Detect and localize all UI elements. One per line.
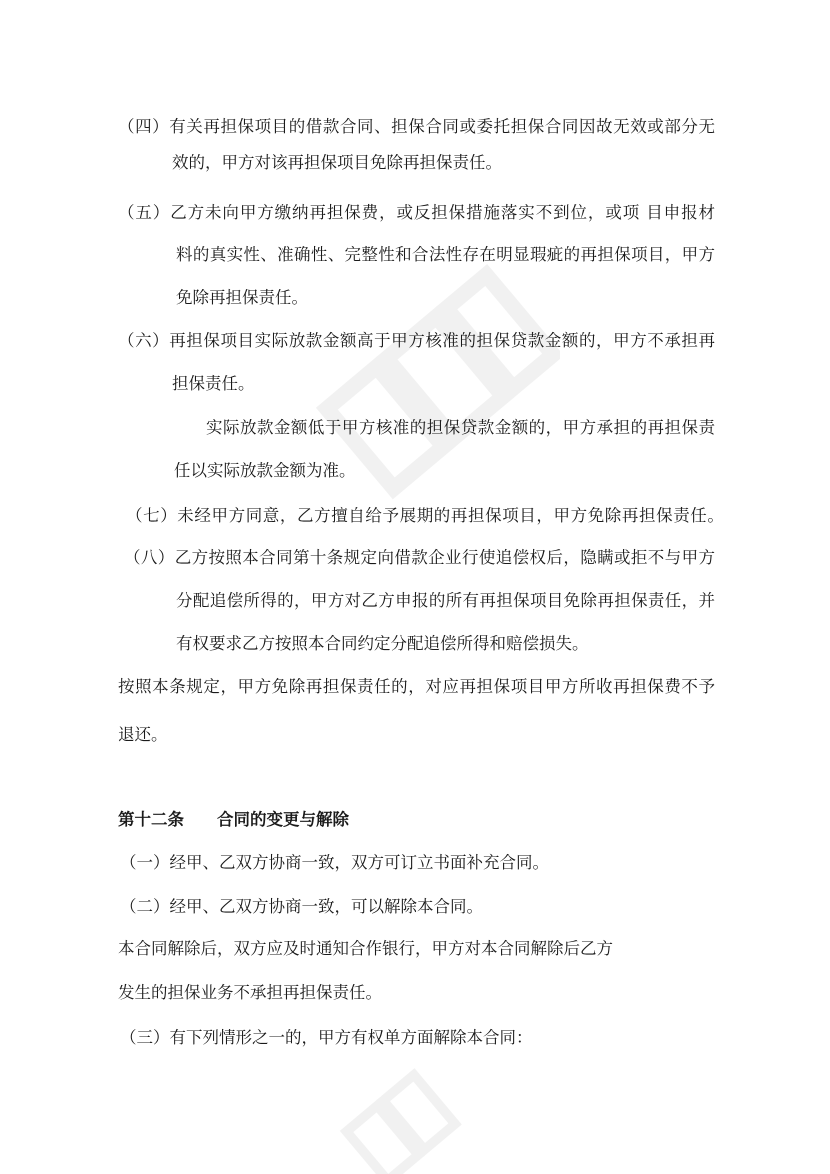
- article-12-heading: 第十二条 合同的变更与解除: [118, 810, 349, 829]
- clause-6-line: （六）再担保项目实际放款金额高于甲方核准的担保贷款金额的，甲方不承担再: [118, 331, 715, 350]
- clause-5-line: 料的真实性、准确性、完整性和合法性存在明显瑕疵的再担保项目，甲方: [176, 245, 715, 264]
- summary-line: 退还。: [118, 725, 168, 744]
- article-12-note-line: 本合同解除后，双方应及时通知合作银行，甲方对本合同解除后乙方: [118, 939, 613, 958]
- article-12-clause-2: （二）经甲、乙双方协商一致，可以解除本合同。: [120, 897, 483, 916]
- summary-line: 按照本条规定，甲方免除再担保责任的，对应再担保项目甲方所收再担保费不予: [118, 677, 715, 696]
- article-12-clause-3: （三）有下列情形之一的，甲方有权单方面解除本合同：: [120, 1028, 533, 1047]
- article-12-clause-1: （一）经甲、乙双方协商一致，双方可订立书面补充合同。: [120, 853, 549, 872]
- clause-8-line: 分配追偿所得的，甲方对乙方申报的所有再担保项目免除再担保责任，并: [176, 591, 715, 610]
- clause-5-line: 免除再担保责任。: [176, 288, 308, 307]
- clause-4-line: 效的，甲方对该再担保项目免除再担保责任。: [172, 153, 502, 172]
- clause-6-note-line: 实际放款金额低于甲方核准的担保贷款金额的，甲方承担的再担保责: [206, 418, 715, 437]
- clause-5-line: （五）乙方未向甲方缴纳再担保费，或反担保措施落实不到位，或项 目申报材: [118, 203, 715, 222]
- watermark-logo: [310, 1040, 510, 1174]
- clause-8-line: 有权要求乙方按照本合同约定分配追偿所得和赔偿损失。: [176, 634, 589, 653]
- clause-4-line: （四）有关再担保项目的借款合同、担保合同或委托担保合同因故无效或部分无: [118, 117, 715, 136]
- article-12-note-line: 发生的担保业务不承担再担保责任。: [118, 983, 382, 1002]
- clause-8-line: （八）乙方按照本合同第十条规定向借款企业行使追偿权后，隐瞒或拒不与甲方: [124, 548, 715, 567]
- clause-6-note-line: 任以实际放款金额为准。: [174, 461, 356, 480]
- clause-6-line: 担保责任。: [172, 374, 255, 393]
- clause-7-line: （七）未经甲方同意，乙方擅自给予展期的再担保项目，甲方免除再担保责任。: [126, 506, 725, 525]
